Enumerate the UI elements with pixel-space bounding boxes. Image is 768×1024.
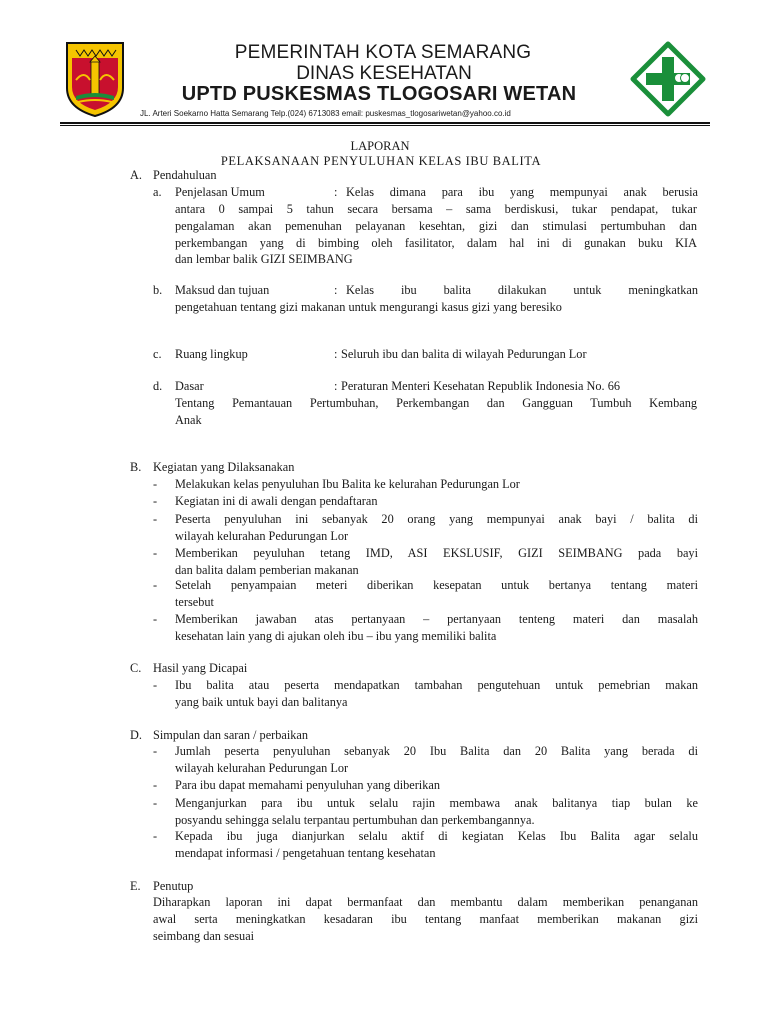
health-cross-logo-icon bbox=[630, 41, 706, 117]
list-item: - Kegiatan ini di awali dengan pendaftaran bbox=[153, 494, 378, 508]
section-e-heading: E. Penutup bbox=[130, 879, 194, 893]
letterhead bbox=[0, 0, 768, 128]
subsection-d-text: Tentang Pemantauan Pertumbuhan, Perkembangan dan Gangguan Tumbuh Kembang Anak bbox=[175, 396, 697, 427]
list-item: - Para ibu dapat memahami penyuluhan yang diberikan bbox=[153, 778, 440, 792]
list-item: - Menganjurkan para ibu untuk selalu rajin membawa anak balitanya tiap bulan ke posyandu sehingga selalu terpantau pertumbuhan dan perkembangannya. bbox=[153, 796, 698, 827]
subsection-a-text: antara 0 sampai 5 tahun secara bersama – sama berdiskusi, tukar pendapat, tukar pengalaman akan pemenuhan pelayanan kesehtan, gizi dan stimulasi pertumbuhan dan perkembangan yang di bimbing oleh fasilitator, dalam hal ini di gunakan buku KIA dan lembar balik GIZI SEIMBANG bbox=[175, 202, 697, 267]
header-institution: UPTD PUSKESMAS TLOGOSARI WETAN bbox=[181, 83, 577, 105]
subsection-a-row: a. Penjelasan Umum : Kelas dimana para ibu yang mempunyai anak berusia bbox=[153, 185, 698, 199]
list-item: - Jumlah peserta penyuluhan sebanyak 20 Ibu Balita dan 20 Balita yang berada di wilayah kelurahan Pedurungan Lor bbox=[153, 744, 698, 775]
closing-paragraph: Diharapkan laporan ini dapat bermanfaat dan membantu dalam memberikan penanganan awal serta meningkatkan kesadaran ibu tentang manfaat memberikan makanan gizi seimbang dan sesuai bbox=[153, 895, 698, 943]
section-a-heading: A. Pendahuluan bbox=[130, 168, 217, 182]
subsection-c-row: c. Ruang lingkup : Seluruh ibu dan balita di wilayah Pedurungan Lor bbox=[153, 347, 587, 361]
header-address: JL. Arteri Soekarno Hatta Semarang Telp.(024) 6713083 email: puskesmas_tlogosariwetan@yahoo.co.id bbox=[140, 109, 511, 118]
list-item: - Setelah penyampaian meteri diberikan kesepatan untuk bertanya tentang materi tersebut bbox=[153, 578, 698, 609]
subsection-b-row: b. Maksud dan tujuan : Kelas ibu balita dilakukan untuk meningkatkan bbox=[153, 283, 698, 297]
header-rule-thin bbox=[60, 125, 710, 126]
section-b-heading: B. Kegiatan yang Dilaksanakan bbox=[130, 460, 295, 474]
section-c-heading: C. Hasil yang Dicapai bbox=[130, 661, 248, 675]
header-department: DINAS KESEHATAN bbox=[296, 63, 472, 84]
subsection-d-row: d. Dasar : Peraturan Menteri Kesehatan Republik Indonesia No. 66 bbox=[153, 379, 620, 393]
list-item: - Melakukan kelas penyuluhan Ibu Balita ke kelurahan Pedurungan Lor bbox=[153, 477, 520, 491]
header-rule-thick bbox=[60, 122, 710, 124]
list-item: - Peserta penyuluhan ini sebanyak 20 orang yang mempunyai anak bayi / balita di wilayah kelurahan Pedurungan Lor bbox=[153, 512, 698, 543]
header-government: PEMERINTAH KOTA SEMARANG bbox=[234, 42, 532, 63]
list-item: - Ibu balita atau peserta mendapatkan tambahan pengutehuan untuk pemebrian makan yang baik untuk bayi dan balitanya bbox=[153, 678, 698, 709]
subsection-b-text: pengetahuan tentang gizi makanan untuk mengurangi kasus gizi yang beresiko bbox=[175, 300, 562, 314]
list-item: - Memberikan jawaban atas pertanyaan – pertanyaan tenteng materi dan masalah kesehatan lain yang di ajukan oleh ibu – ibu yang memiliki balita bbox=[153, 612, 698, 643]
report-subtitle: PELAKSANAAN PENYULUHAN KELAS IBU BALITA bbox=[220, 154, 542, 168]
list-item: - Memberikan peyuluhan tetang IMD, ASI EKSLUSIF, GIZI SEIMBANG pada bayi dan balita dalam pemberian makanan bbox=[153, 546, 698, 577]
section-d-heading: D. Simpulan dan saran / perbaikan bbox=[130, 728, 309, 742]
report-title: LAPORAN bbox=[350, 139, 410, 153]
list-item: - Kepada ibu juga dianjurkan selalu aktif di kegiatan Kelas Ibu Balita agar selalu mendapat informasi / pengetahuan tentang kesehatan bbox=[153, 829, 698, 860]
